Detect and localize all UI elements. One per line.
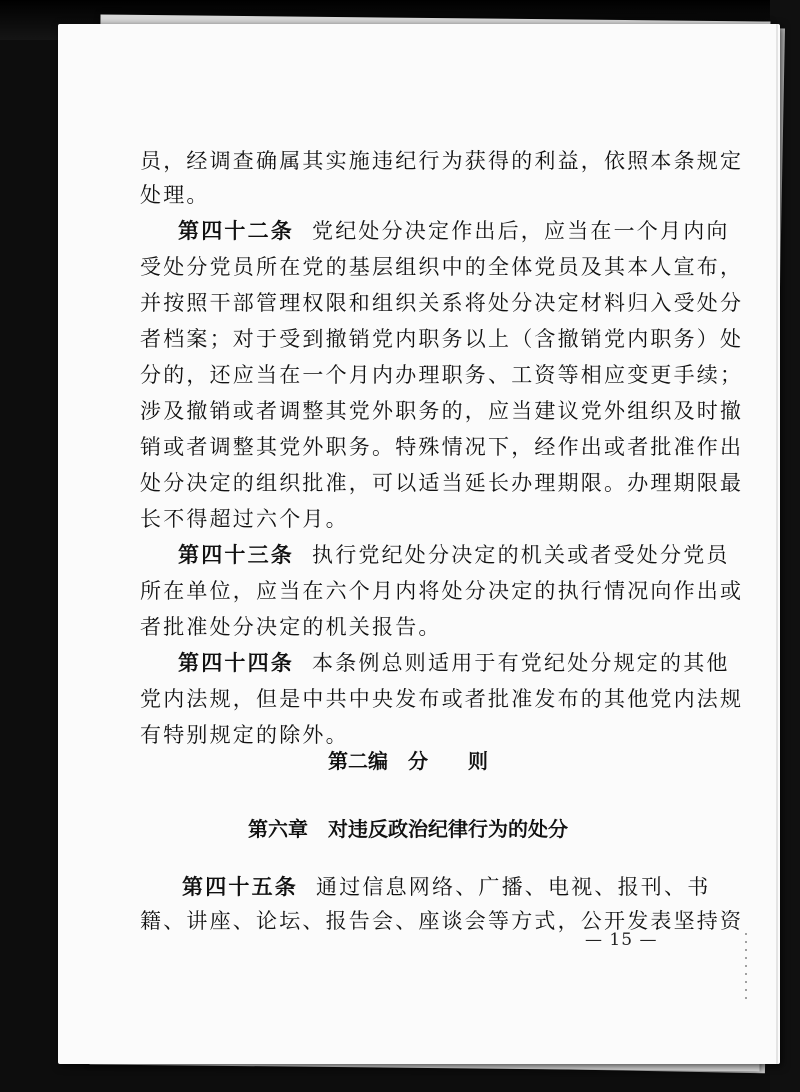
dotted-edge-marks [745,930,747,1000]
article-label: 第四十二条 [178,219,294,243]
article-label: 第四十四条 [178,651,294,675]
text-line: 处分决定的组织批准，可以适当延长办理期限。办理期限最 [140,471,744,495]
text-line: 并按照干部管理权限和组织关系将处分决定材料归入受处分 [140,291,744,315]
article-text: 执行党纪处分决定的机关或者受处分党员 [312,543,730,567]
article-text: 本条例总则适用于有党纪处分规定的其他 [312,651,730,675]
text-line: 长不得超过六个月。 [140,507,349,531]
text-line: 处理。 [140,183,210,207]
chapter-heading: 第六章 对违反政治纪律行为的处分 [248,817,568,841]
article-45-first-line [182,872,710,902]
text-line: 有特别规定的除外。 [140,723,349,747]
article-text: 党纪处分决定作出后，应当在一个月内向 [312,219,730,243]
text-line: 所在单位，应当在六个月内将处分决定的执行情况向作出或 [140,579,744,603]
text-line: 者档案；对于受到撤销党内职务以上（含撤销党内职务）处 [140,327,744,351]
article-label: 第四十五条 [182,875,298,899]
text-line: 销或者调整其党外职务。特殊情况下，经作出或者批准作出 [140,435,744,459]
page-number: — 15 — [585,930,658,950]
text-line: 分的，还应当在一个月内办理职务、工资等相应变更手续； [140,363,744,387]
text-line: 涉及撤销或者调整其党外职务的，应当建议党外组织及时撤 [140,399,744,423]
text-line: 者批准处分决定的机关报告。 [140,615,442,639]
article-42-first-line [178,216,730,246]
text-line: 员，经调查确属其实施违纪行为获得的利益，依照本条规定 [140,149,744,173]
text-line: 籍、讲座、论坛、报告会、座谈会等方式，公开发表坚持资 [140,909,744,933]
article-text: 通过信息网络、广播、电视、报刊、书 [316,875,711,899]
page-edge [776,24,778,1064]
text-line: 受处分党员所在党的基层组织中的全体党员及其本人宣布， [140,255,744,279]
article-44-first-line [178,648,730,678]
article-label: 第四十三条 [178,543,294,567]
part-heading: 第二编 分 则 [328,749,488,773]
article-43-first-line [178,540,730,570]
text-line: 党内法规，但是中共中央发布或者批准发布的其他党内法规 [140,687,744,711]
